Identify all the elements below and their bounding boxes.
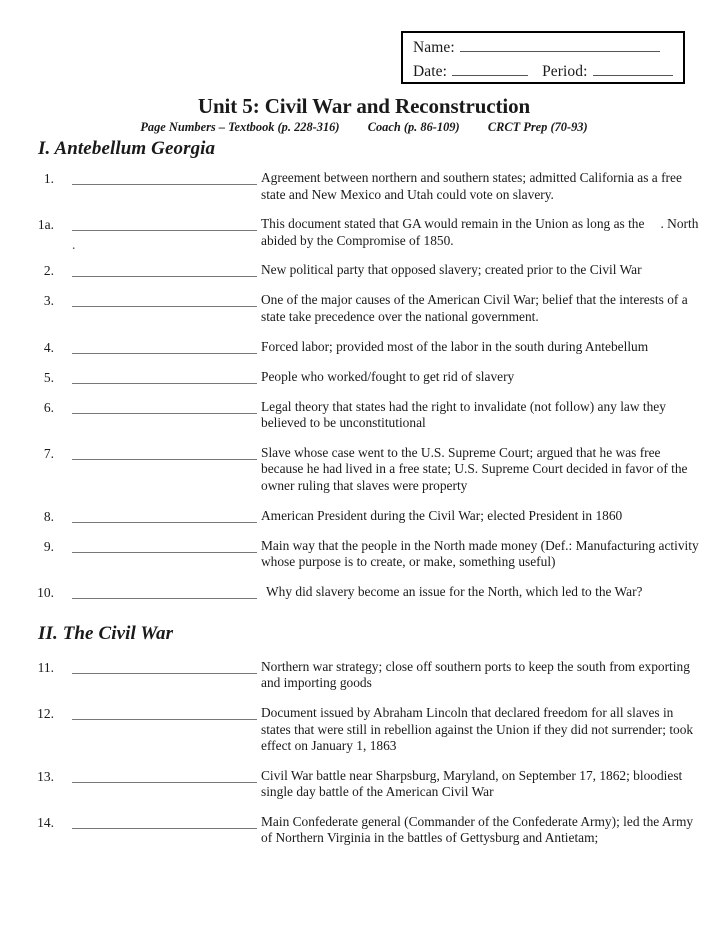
item-trailing-period: . (660, 216, 664, 232)
date-period-row (413, 61, 673, 85)
item-answer-blank-wrap (56, 292, 261, 307)
item-answer-blank[interactable] (72, 814, 257, 829)
item-description: Main Confederate general (Commander of the Confederate Army); led the Army of Northern Virginia in the battles of Gettysburg and Antietam; (261, 813, 694, 846)
worksheet-body (0, 138, 728, 860)
item-answer-blank-wrap (56, 399, 261, 414)
item-description: People who worked/fought to get rid of slavery (261, 368, 515, 384)
item-number: 12. (37, 705, 54, 721)
item-answer-blank[interactable] (72, 584, 257, 599)
item-number: 13. (37, 768, 54, 784)
item-answer-blank[interactable] (72, 339, 257, 354)
item-number: 7. (43, 445, 54, 461)
item-answer-blank-wrap (56, 445, 261, 460)
item-number: 8. (43, 508, 54, 524)
worksheet-item (0, 445, 728, 495)
item-description: Agreement between northern and southern states; admitted California as a free state and New Mexico and Utah could vote on slavery. (261, 170, 682, 202)
item-description-line2: North abided by the Compromise of 1850. (261, 216, 699, 248)
worksheet-item (0, 659, 728, 692)
period-label: Period: (542, 63, 588, 80)
item-number: 4. (43, 339, 54, 355)
item-answer-blank-wrap (56, 584, 261, 599)
item-answer-blank-wrap (56, 262, 261, 277)
worksheet-item (0, 292, 728, 325)
item-answer-blank[interactable] (72, 508, 257, 523)
item-answer-blank[interactable] (72, 369, 257, 384)
worksheet-item (0, 170, 728, 203)
item-description: New political party that opposed slavery; created prior to the Civil War (261, 262, 642, 278)
item-description: American President during the Civil War; elected President in 1860 (261, 507, 623, 523)
item-description: Why did slavery become an issue for the North, which led to the War? (266, 583, 643, 599)
student-info-box (401, 31, 685, 84)
item-answer-blank-wrap (56, 216, 261, 253)
worksheet-item (0, 814, 728, 847)
item-number: 2. (43, 263, 54, 279)
page-title: Unit 5: Civil War and Reconstruction (197, 94, 531, 118)
item-number: 6. (43, 399, 54, 415)
item-answer-blank[interactable] (72, 659, 257, 674)
item-answer-blank[interactable] (72, 705, 257, 720)
item-number: 5. (43, 369, 54, 385)
item-number: 10. (37, 584, 54, 600)
item-answer-blank-wrap (56, 705, 261, 720)
item-description: Civil War battle near Sharpsburg, Maryland, on September 17, 1862; bloodiest single day battle of the American Civil War (261, 767, 683, 800)
item-description (261, 216, 728, 249)
subtitle-textbook: Page Numbers – Textbook (p. 228-316) (140, 120, 340, 134)
item-answer-blank-wrap (56, 339, 261, 354)
worksheet-item (0, 538, 728, 571)
item-answer-blank-wrap (56, 538, 261, 553)
date-write-in-line[interactable] (452, 61, 528, 76)
worksheet-item (0, 339, 728, 356)
item-answer-blank[interactable] (72, 445, 257, 460)
item-answer-blank-wrap (56, 170, 261, 185)
stray-period-mark: . (72, 237, 76, 253)
item-answer-blank-wrap (56, 768, 261, 783)
item-answer-blank-wrap (56, 508, 261, 523)
subtitle-coach: Coach (p. 86-109) (367, 120, 460, 134)
item-answer-blank[interactable] (72, 538, 257, 553)
item-description-line1: This document stated that GA would remain in the Union as long as the (261, 216, 645, 232)
name-label: Name: (413, 39, 455, 56)
name-row (413, 37, 673, 61)
item-number: 1. (43, 171, 54, 186)
item-answer-blank-wrap (56, 814, 261, 829)
section-heading-antebellum-georgia: I. Antebellum Georgia (38, 138, 216, 159)
date-label: Date: (413, 63, 448, 80)
item-description: Slave whose case went to the U.S. Supreme Court; argued that he was free because he had lived in a free state; U.S. Supreme Court decided in favor of the owner ruling that slaves were property (261, 444, 688, 493)
item-answer-blank[interactable] (72, 216, 257, 231)
section-heading-the-civil-war: II. The Civil War (38, 622, 174, 644)
item-number: 11. (37, 659, 54, 675)
item-answer-blank-wrap (56, 369, 261, 384)
item-description: Document issued by Abraham Lincoln that declared freedom for all slaves in states that were still in rebellion against the Union if they did not surrender; took effect on January 1, 1863 (261, 704, 694, 754)
item-answer-blank[interactable] (72, 292, 257, 307)
worksheet-item (0, 768, 728, 801)
item-description: Northern war strategy; close off southern ports to keep the south from exporting and importing goods (261, 658, 690, 691)
item-number: 14. (37, 814, 54, 830)
item-description: Legal theory that states had the right to invalidate (not follow) any law they believed to be unconstitutional (261, 398, 666, 431)
worksheet-item (0, 584, 728, 601)
item-number: 1a. (37, 217, 54, 233)
item-answer-blank[interactable] (72, 399, 257, 414)
item-description: Forced labor; provided most of the labor in the south during Antebellum (261, 338, 649, 354)
item-number: 9. (43, 538, 54, 554)
item-answer-blank[interactable] (72, 768, 257, 783)
subtitle-crct: CRCT Prep (70-93) (487, 120, 588, 134)
worksheet-item (0, 508, 728, 525)
worksheet-item (0, 369, 728, 386)
item-description: One of the major causes of the American Civil War; belief that the interests of a state take precedence over the national government. (261, 292, 688, 324)
item-answer-blank[interactable] (72, 170, 257, 185)
item-answer-blank-wrap (56, 659, 261, 674)
worksheet-item (0, 399, 728, 432)
worksheet-item (0, 705, 728, 755)
worksheet-item (0, 262, 728, 279)
item-answer-blank[interactable] (72, 262, 257, 277)
name-write-in-line[interactable] (460, 37, 660, 52)
worksheet-item (0, 216, 728, 253)
item-description: Main way that the people in the North made money (Def.: Manufacturing activity whose purpose is to create, or make, something useful) (261, 537, 699, 570)
page-subtitle (0, 120, 728, 135)
period-write-in-line[interactable] (593, 61, 673, 76)
item-number: 3. (43, 293, 54, 309)
